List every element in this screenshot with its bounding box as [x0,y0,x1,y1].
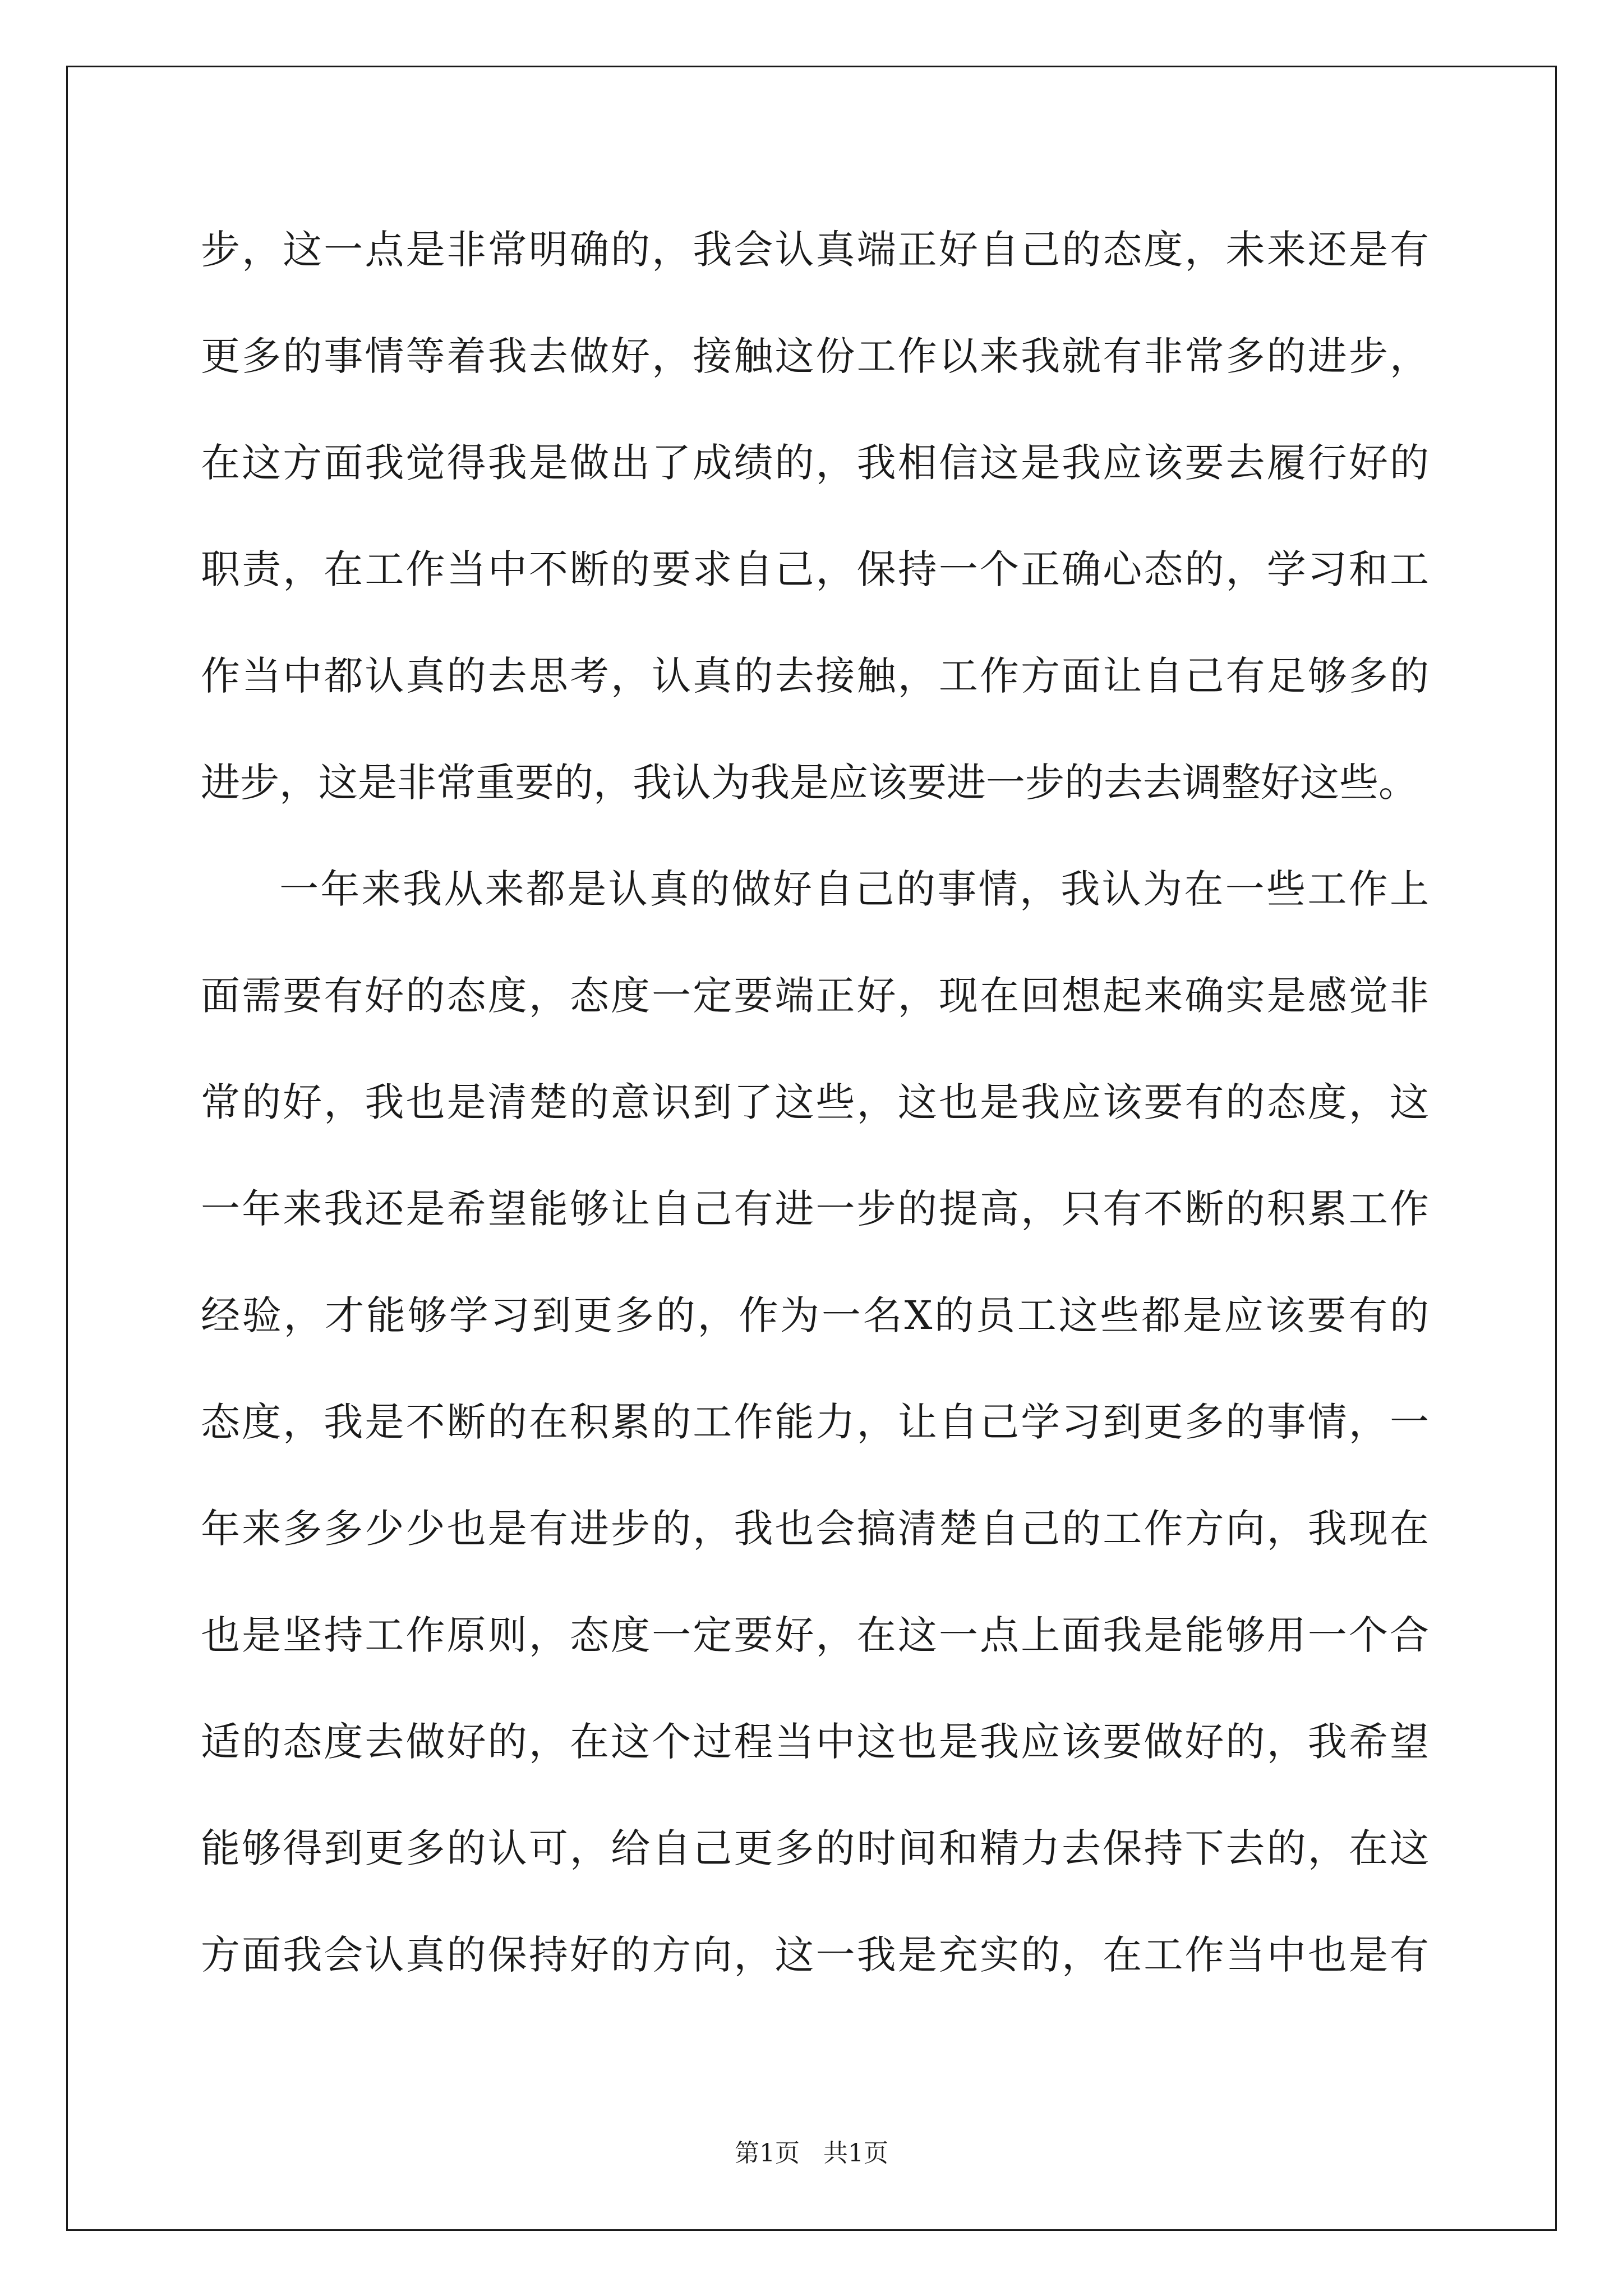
text-line: 作当中都认真的去思考，认真的去接触，工作方面让自己有足够多的 [201,653,1429,699]
text-line: 更多的事情等着我去做好，接触这份工作以来我就有非常多的进步， [201,333,1429,379]
text-line: 常的好，我也是清楚的意识到了这些，这也是我应该要有的态度，这 [201,1079,1429,1125]
text-line: 年来多多少少也是有进步的，我也会搞清楚自己的工作方向，我现在 [201,1506,1429,1552]
text-line: 方面我会认真的保持好的方向，这一我是充实的，在工作当中也是有 [201,1932,1429,1978]
paragraph-first-line: 一年来我从来都是认真的做好自己的事情，我认为在一些工作上 [279,866,1429,912]
page-border [66,66,1557,2231]
text-line: 适的态度去做好的，在这个过程当中这也是我应该要做好的，我希望 [201,1719,1429,1765]
text-line: 也是坚持工作原则，态度一定要好，在这一点上面我是能够用一个合 [201,1612,1429,1658]
text-line: 进步，这是非常重要的，我认为我是应该要进一步的去去调整好这些。 [201,760,1418,806]
text-line: 步，这一点是非常明确的，我会认真端正好自己的态度，未来还是有 [201,227,1429,273]
text-line: 职责，在工作当中不断的要求自己，保持一个正确心态的，学习和工 [201,546,1429,592]
text-line: 一年来我还是希望能够让自己有进一步的提高，只有不断的积累工作 [201,1186,1429,1232]
text-line: 面需要有好的态度，态度一定要端正好，现在回想起来确实是感觉非 [201,973,1429,1019]
text-line: 在这方面我觉得我是做出了成绩的，我相信这是我应该要去履行好的 [201,440,1429,486]
text-line: 经验，才能够学习到更多的，作为一名X的员工这些都是应该要有的 [201,1292,1429,1338]
text-line: 能够得到更多的认可，给自己更多的时间和精力去保持下去的，在这 [201,1825,1429,1871]
text-line: 态度，我是不断的在积累的工作能力，让自己学习到更多的事情，一 [201,1399,1429,1445]
page-number-footer: 第1页 共1页 [735,2139,888,2168]
